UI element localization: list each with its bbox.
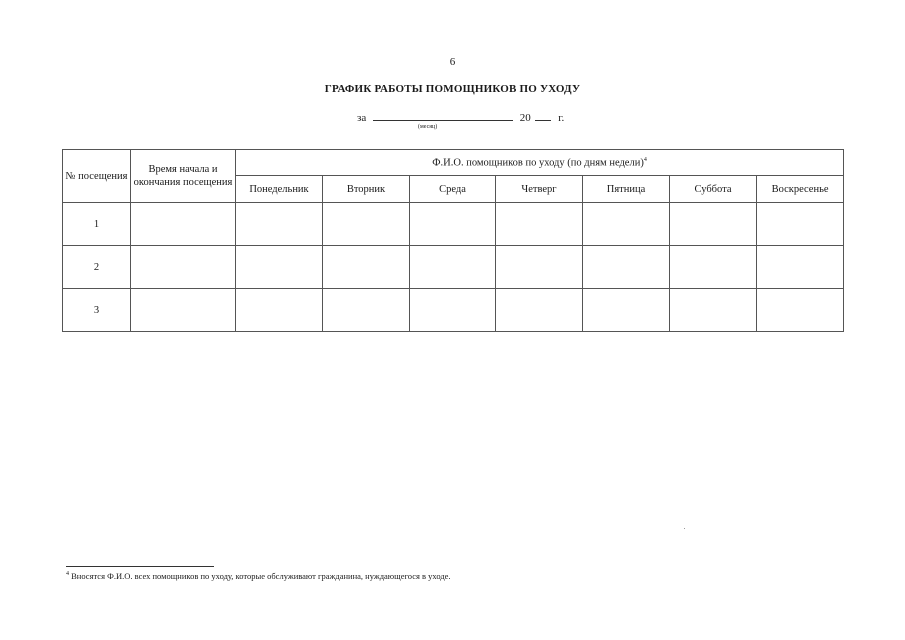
day-header-friday: Пятница: [583, 176, 670, 203]
monday-cell[interactable]: [236, 246, 323, 289]
period-prefix: за: [357, 112, 367, 124]
day-header-thursday: Четверг: [496, 176, 583, 203]
month-blank-field[interactable]: [373, 110, 513, 121]
wednesday-cell[interactable]: [410, 289, 496, 332]
year-prefix: 20: [519, 112, 531, 124]
day-header-saturday: Суббота: [670, 176, 757, 203]
period-line: [357, 110, 564, 124]
scan-speck: [684, 528, 685, 529]
assistants-fio-header: [236, 150, 844, 176]
thursday-cell[interactable]: [496, 203, 583, 246]
day-header-tuesday: Вторник: [323, 176, 410, 203]
wednesday-cell[interactable]: [410, 246, 496, 289]
tuesday-cell[interactable]: [323, 203, 410, 246]
table-row: [63, 289, 844, 332]
footnote: [66, 571, 451, 581]
tuesday-cell[interactable]: [323, 246, 410, 289]
visit-time-header: Время начала и окончания посещения: [131, 150, 236, 203]
footnote-text: Вносятся Ф.И.О. всех помощников по уходу, которые обслуживают гражданина, нуждающегося в уходе.: [71, 571, 451, 581]
visit-time-cell[interactable]: [131, 203, 236, 246]
page-number: 6: [449, 56, 456, 68]
saturday-cell[interactable]: [670, 246, 757, 289]
year-suffix: г.: [558, 112, 565, 124]
sunday-cell[interactable]: [757, 289, 844, 332]
visit-number-cell: 1: [63, 203, 131, 246]
visit-number-cell: 3: [63, 289, 131, 332]
friday-cell[interactable]: [583, 289, 670, 332]
day-header-wednesday: Среда: [410, 176, 496, 203]
sunday-cell[interactable]: [757, 246, 844, 289]
sunday-cell[interactable]: [757, 203, 844, 246]
year-blank-field[interactable]: [535, 110, 551, 121]
visit-number-header: № посещения: [63, 150, 131, 203]
visit-number-cell: 2: [63, 246, 131, 289]
saturday-cell[interactable]: [670, 289, 757, 332]
document-title: ГРАФИК РАБОТЫ ПОМОЩНИКОВ ПО УХОДУ: [324, 83, 581, 95]
wednesday-cell[interactable]: [410, 203, 496, 246]
monday-cell[interactable]: [236, 203, 323, 246]
footnote-reference-mark: 4: [643, 156, 647, 163]
month-caption: (месяц): [418, 124, 438, 130]
footnote-divider: [66, 566, 214, 567]
thursday-cell[interactable]: [496, 246, 583, 289]
saturday-cell[interactable]: [670, 203, 757, 246]
assistants-fio-header-text: Ф.И.О. помощников по уходу (по дням недели): [432, 157, 644, 169]
friday-cell[interactable]: [583, 203, 670, 246]
day-header-sunday: Воскресенье: [757, 176, 844, 203]
friday-cell[interactable]: [583, 246, 670, 289]
care-schedule-table: [62, 149, 844, 332]
monday-cell[interactable]: [236, 289, 323, 332]
visit-time-cell[interactable]: [131, 246, 236, 289]
table-row: [63, 246, 844, 289]
footnote-mark: 4: [66, 571, 69, 578]
tuesday-cell[interactable]: [323, 289, 410, 332]
thursday-cell[interactable]: [496, 289, 583, 332]
day-header-monday: Понедельник: [236, 176, 323, 203]
table-row: [63, 203, 844, 246]
visit-time-cell[interactable]: [131, 289, 236, 332]
